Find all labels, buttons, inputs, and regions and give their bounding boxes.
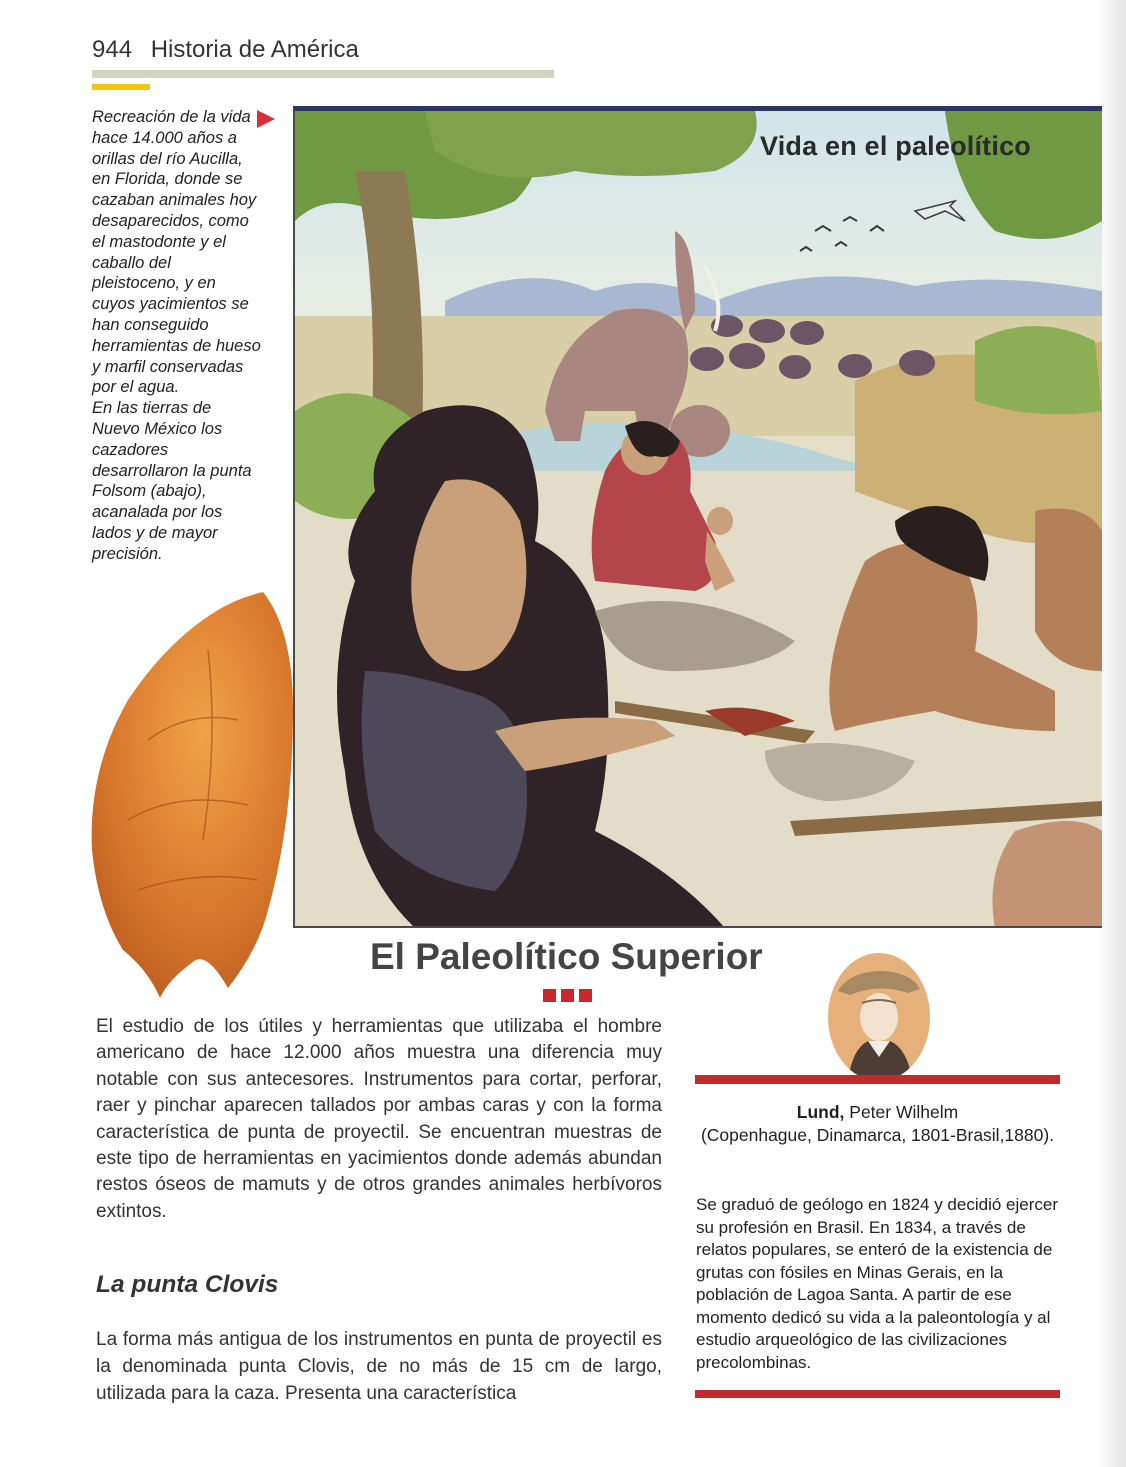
bio-text: Se graduó de geólogo en 1824 y decidió ejercer su profesión en Brasil. En 1834, a través de relatos populares, se enteró de la existencia de grutas con fósiles en Minas Gerais, en la población de Lagoa Santa. A partir de ese momento dedicó su vida a la paleontología y al estudio arqueológico de las civilizaciones precolombinas. [696, 1195, 1058, 1372]
header-accent-bar [92, 84, 150, 90]
bio-surname: Lund, [796, 1102, 845, 1122]
section-title: El Paleolítico Superior [370, 936, 763, 977]
running-header [92, 36, 359, 64]
paleolithic-scene-drawing [295, 111, 1102, 928]
bio-rule-bottom [695, 1390, 1060, 1398]
page-number: 944 [92, 36, 133, 63]
bio-rule-top [695, 1075, 1060, 1084]
caption-pointer-icon [257, 110, 275, 128]
subsection-body-paragraph: La forma más antigua de los instrumentos en punta de proyectil es la denominada punta Clovis, de no más de 15 cm de largo, utilizada para la caza. Presenta una característica [96, 1329, 662, 1404]
header-section-title: Historia de América [150, 36, 359, 63]
paleolithic-illustration [293, 106, 1102, 928]
folsom-point-image [88, 590, 303, 1000]
bio-given-name: Peter Wilhelm [849, 1102, 959, 1122]
caption-paragraph-1: Recreación de la vida hace 14.000 años a orillas del río Aucilla, en Florida, donde se cazaban animales hoy desaparecidos, como el mastodonte y el caballo del pleistoceno, y en cuyos yacimientos se han conseguido herramientas de hueso y marfil conservadas por el agua. [92, 108, 261, 397]
bio-heading [700, 1101, 1055, 1146]
illustration-caption [92, 107, 262, 565]
header-rule [92, 70, 554, 78]
subsection-heading: La punta Clovis [96, 1271, 279, 1298]
caption-paragraph-2: En las tierras de Nuevo México los cazadores desarrollaron la punta Folsom (abajo), acanalada por los lados y de mayor precisión. [92, 399, 252, 563]
lund-portrait [828, 953, 930, 1081]
section-title-ornament [543, 989, 597, 1007]
bio-dates: (Copenhague, Dinamarca, 1801-Brasil,1880). [700, 1124, 1055, 1145]
illustration-title: Vida en el paleolítico [760, 131, 1031, 161]
section-body-paragraph: El estudio de los útiles y herramientas que utilizaba el hombre americano de hace 12.000 años muestra una diferencia muy notable con sus antecesores. Instrumentos para cortar, perforar, raer y pinchar aparecen tallados por ambas caras y con la forma característica de punta de proyectil. Se encuentran muestras de este tipo de herramientas en yacimientos donde además abundan restos óseos de mamuts y de otros grandes animales herbívoros extintos. [96, 1016, 662, 1222]
